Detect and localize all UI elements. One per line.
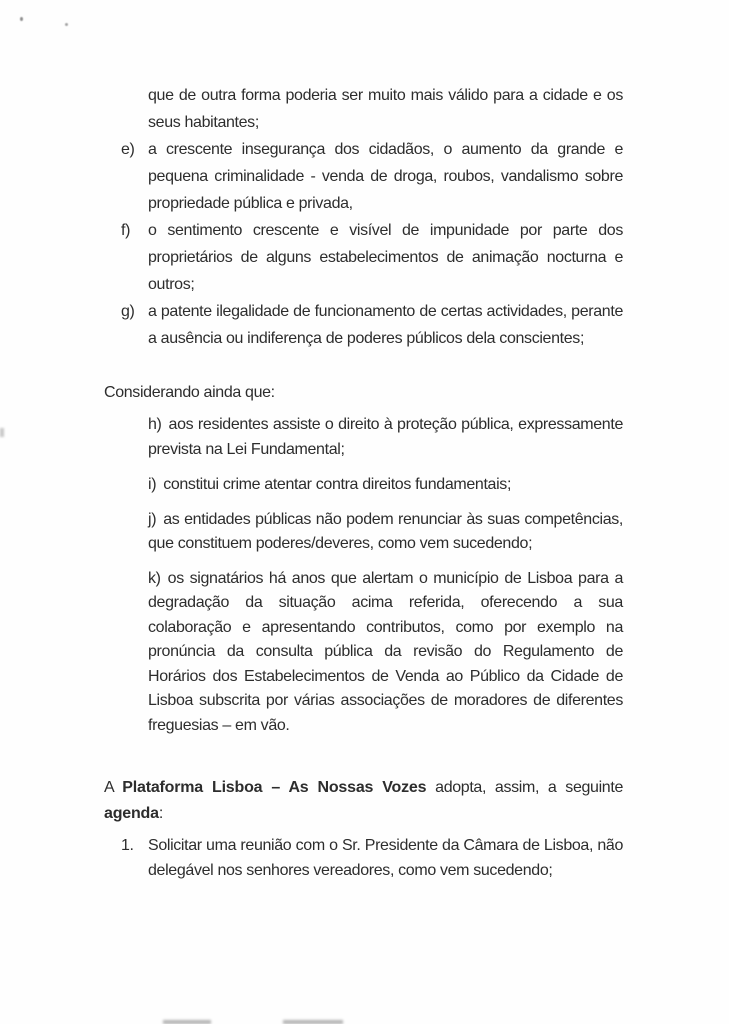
item-marker: g) bbox=[121, 303, 135, 320]
item-text: Solicitar uma reunião com o Sr. Presidente da Câmara de Lisboa, não delegável nos senhores vereadores, como vem sucedendo; bbox=[148, 837, 623, 879]
closing-prefix: A bbox=[104, 779, 123, 796]
item-marker: e) bbox=[121, 141, 135, 158]
item-text: o sentimento crescente e visível de impunidade por parte dos proprietários de alguns estabelecimentos de animação nocturna e outros; bbox=[148, 222, 623, 293]
sub-item-h bbox=[148, 413, 623, 462]
scan-smudge bbox=[163, 1020, 211, 1024]
closing-paragraph bbox=[104, 775, 623, 827]
closing-middle: adopta, assim, a seguinte bbox=[426, 779, 623, 796]
item-text: a crescente insegurança dos cidadãos, o aumento da grande e pequena criminalidade - venda de droga, roubos, vandalismo sobre propriedade pública e privada, bbox=[148, 141, 623, 212]
scan-speck bbox=[65, 23, 68, 26]
lettered-item-f bbox=[121, 217, 623, 298]
scan-speck bbox=[20, 17, 23, 21]
item-marker: i) bbox=[148, 476, 157, 493]
item-text: a patente ilegalidade de funcionamento de certas actividades, perante a ausência ou indiferença de poderes públicos dela conscientes; bbox=[148, 303, 623, 347]
platform-name: Plataforma Lisboa – As Nossas Vozes bbox=[122, 779, 427, 796]
sub-item-k bbox=[148, 567, 623, 739]
item-text: aos residentes assiste o direito à proteção pública, expressamente prevista na Lei Fundamental; bbox=[148, 416, 623, 458]
lettered-item-e bbox=[121, 136, 623, 217]
item-marker: k) bbox=[148, 569, 161, 587]
item-text: as entidades públicas não podem renunciar às suas competências, que constituem poderes/deveres, como vem sucedendo; bbox=[148, 510, 623, 552]
numbered-item-1 bbox=[121, 833, 623, 883]
continuation-paragraph: que de outra forma poderia ser muito mais válido para a cidade e os seus habitantes; bbox=[148, 87, 623, 131]
item-text: os signatários há anos que alertam o município de Lisboa para a degradação da situação acima referida, oferecendo a sua colaboração e apresentando contributos, como por exemplo na pronúncia da consulta pública da revisão do Regulamento de Horários dos Estabelecimentos de Venda ao Público da Cidade de Lisboa subscrita por várias associações de moradores de diferentes freguesias – em vão. bbox=[148, 569, 623, 734]
item-marker: j) bbox=[148, 510, 157, 528]
section-heading: Considerando ainda que: bbox=[104, 384, 275, 401]
scan-smudge bbox=[283, 1020, 343, 1024]
item-text: constitui crime atentar contra direitos fundamentais; bbox=[163, 476, 512, 493]
agenda-word: agenda bbox=[104, 805, 159, 822]
lettered-item-g bbox=[121, 298, 623, 352]
sub-item-j bbox=[148, 508, 623, 557]
document-body bbox=[0, 82, 729, 883]
item-marker: f) bbox=[121, 222, 131, 239]
closing-suffix: : bbox=[158, 805, 163, 822]
item-marker: h) bbox=[148, 416, 162, 433]
item-marker: 1. bbox=[121, 837, 134, 854]
sub-item-i bbox=[148, 473, 623, 498]
